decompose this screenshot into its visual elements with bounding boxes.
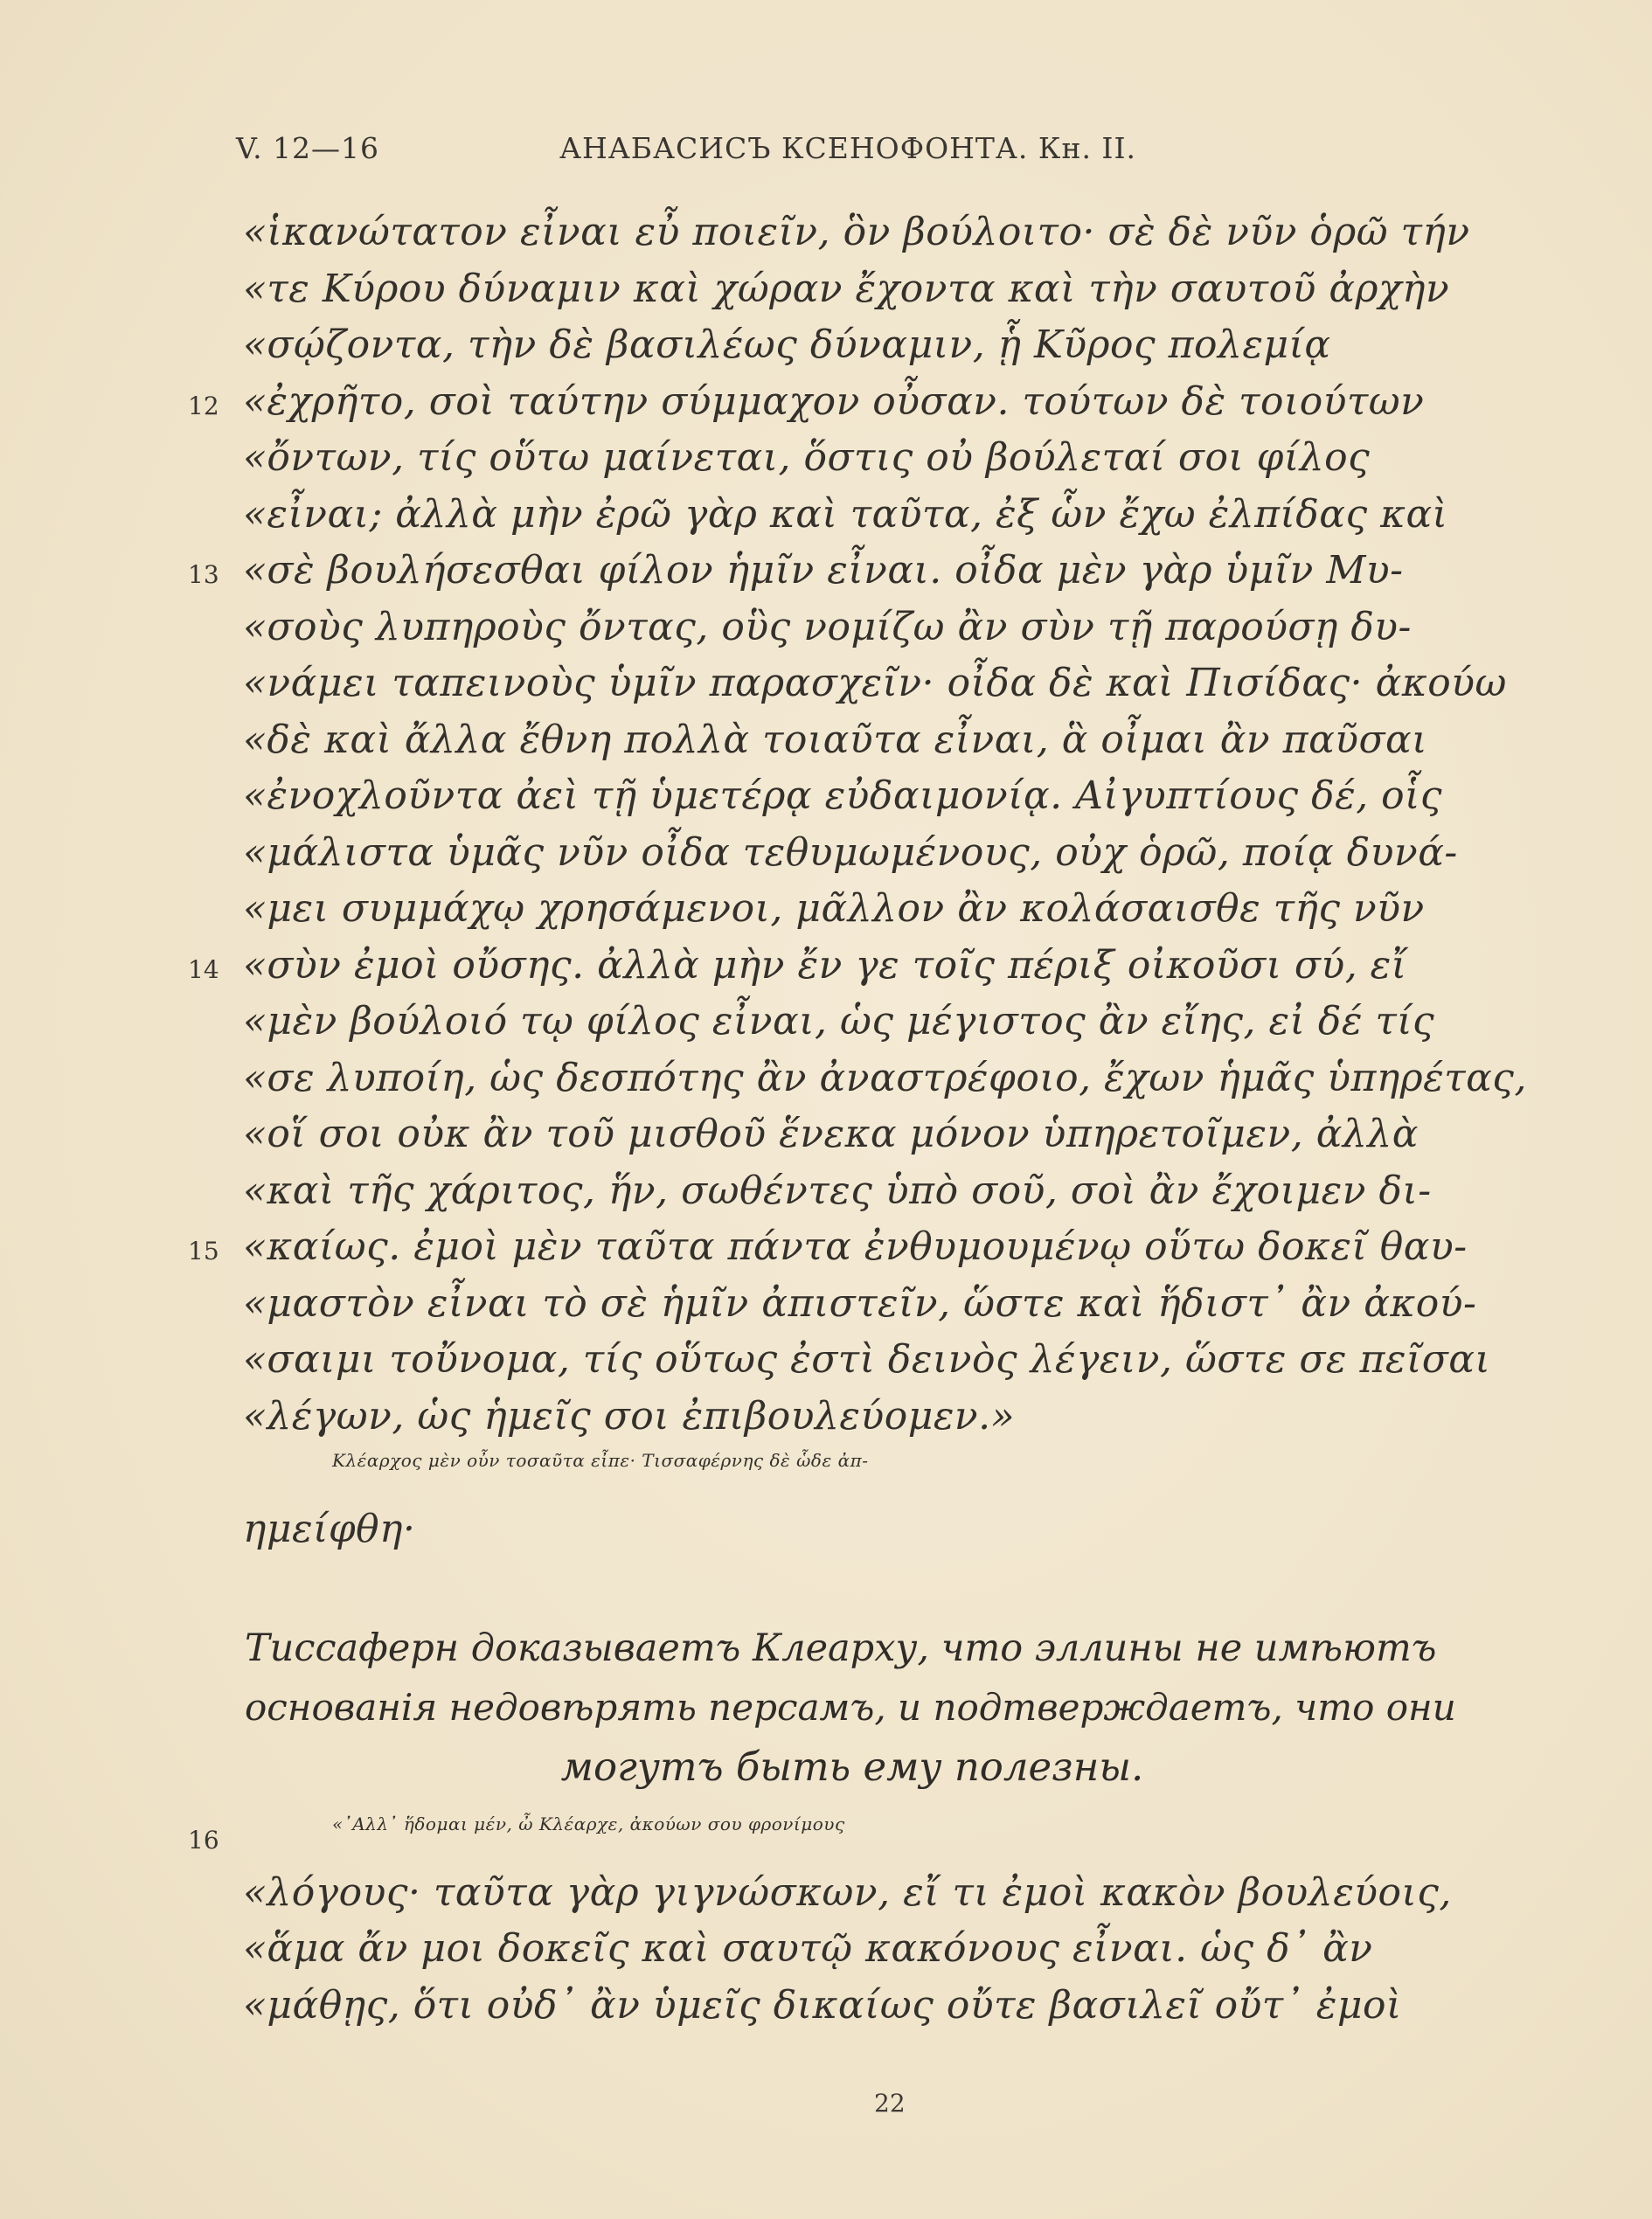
line-text: «σὺν ἐμοὶ οὔσης. ἀλλὰ μὴν ἔν γε τοῖς πέριξ οἰκοῦσι σύ, εἴ	[243, 942, 1407, 988]
summary-line: Тиссаферн доказываетъ Клеарху, что эллины не имѣютъ	[245, 1626, 1437, 1670]
line-text: «᾿Αλλ᾽ ἥδομαι μέν, ὦ Κλέαρχε, ἀκούων σου φρονίμους	[332, 1813, 845, 1834]
text-line	[0, 1870, 1652, 1931]
line-text: «καίως. ἐμοὶ μὲν ταῦτα πάντα ἐνθυμουμένῳ οὕτω δοκεῖ θαυ-	[243, 1224, 1468, 1269]
section-number: 16	[188, 1826, 219, 1855]
line-text: «δὲ καὶ ἄλλα ἔθνη πολλὰ τοιαῦτα εἶναι, ἃ οἶμαι ἂν παῦσαι	[243, 717, 1428, 762]
line-text: «τε Κύρου δύναμιν καὶ χώραν ἔχοντα καὶ τὴν σαυτοῦ ἀρχὴν	[243, 266, 1450, 311]
line-text: «σοὺς λυπηροὺς ὄντας, οὓς νομίζω ἂν σὺν τῇ παρούσῃ δυ-	[243, 604, 1412, 649]
line-text: «νάμει ταπεινοὺς ὑμῖν παρασχεῖν· οἶδα δὲ καὶ Πισίδας· ἀκούω	[243, 661, 1507, 705]
line-text: «λόγους· ταῦτα γὰρ γιγνώσκων, εἴ τι ἐμοὶ κακὸν βουλεύοις,	[243, 1869, 1452, 1915]
section-number: 15	[188, 1237, 219, 1266]
text-line	[0, 1926, 1652, 1987]
page-number: 22	[874, 2089, 906, 2118]
line-text: Κλέαρχος μὲν οὖν τοσαῦτα εἶπε· Τισσαφέρνης δὲ ὧδε ἀπ-	[332, 1450, 869, 1471]
summary-line: основанія недовѣрять персамъ, и подтверждаетъ, что они	[245, 1686, 1456, 1729]
line-text: «ἐχρῆτο, σοὶ ταύτην σύμμαχον οὖσαν. τούτων δὲ τοιούτων	[243, 378, 1425, 424]
summary-line: могутъ быть ему полезны.	[560, 1744, 1144, 1790]
chapter-reference: V. 12—16	[236, 131, 380, 165]
line-text: «ἱκανώτατον εἶναι εὖ ποιεῖν, ὃν βούλοιτο· σὲ δὲ νῦν ὁρῶ τήν	[243, 210, 1470, 254]
line-text: «λέγων, ὡς ἡμεῖς σοι ἐπιβουλεύομεν.»	[243, 1393, 1016, 1439]
section-number: 14	[188, 954, 219, 984]
line-text: «οἵ σοι οὐκ ἂν τοῦ μισθοῦ ἕνεκα μόνον ὑπηρετοῖμεν, ἀλλὰ	[243, 1112, 1419, 1156]
line-text: «σε λυποίη, ὡς δεσπότης ἂν ἀναστρέφοιο, ἔχων ἡμᾶς ὑπηρέτας,	[243, 1055, 1527, 1100]
text-line	[0, 1983, 1652, 2044]
line-text: «μάθῃς, ὅτι οὐδ᾽ ἂν ὑμεῖς δικαίως οὔτε βασιλεῖ οὔτ᾽ ἐμοὶ	[243, 1982, 1402, 2028]
line-text: «ἅμα ἄν μοι δοκεῖς καὶ σαυτῷ κακόνους εἶναι. ὡς δ᾽ ἂν	[243, 1926, 1373, 1971]
line-text: «μει συμμάχῳ χρησάμενοι, μᾶλλον ἂν κολάσαισθε τῆς νῦν	[243, 886, 1425, 931]
text-line	[0, 1813, 1652, 1875]
line-text: «σῴζοντα, τὴν δὲ βασιλέως δύναμιν, ᾗ Κῦρος πολεμίᾳ	[243, 322, 1331, 367]
section-number: 12	[188, 391, 219, 420]
section-number: 13	[188, 560, 219, 589]
line-text: «ὄντων, τίς οὕτω μαίνεται, ὅστις οὐ βούλεταί σοι φίλος	[243, 435, 1371, 480]
line-text: «ἐνοχλοῦντα ἀεὶ τῇ ὑμετέρᾳ εὐδαιμονίᾳ. Αἰγυπτίους δέ, οἷς	[243, 773, 1443, 818]
line-text: «μὲν βούλοιό τῳ φίλος εἶναι, ὡς μέγιστος ἂν εἴης, εἰ δέ τίς	[243, 999, 1435, 1044]
running-title: АНАБАСИСЪ КСЕНОФОНТА. Кн. II.	[559, 131, 1136, 165]
line-text: «εἶναι; ἀλλὰ μὴν ἐρῶ γὰρ καὶ ταῦτα, ἐξ ὧν ἔχω ἐλπίδας καὶ	[243, 491, 1448, 537]
line-text: «καὶ τῆς χάριτος, ἥν, σωθέντες ὑπὸ σοῦ, σοὶ ἂν ἔχοιμεν δι-	[243, 1168, 1432, 1213]
line-text: «σαιμι τοὔνομα, τίς οὕτως ἐστὶ δεινὸς λέγειν, ὥστε σε πεῖσαι	[243, 1337, 1491, 1382]
line-text: «μαστὸν εἶναι τὸ σὲ ἡμῖν ἀπιστεῖν, ὥστε καὶ ἥδιστ᾽ ἂν ἀκού-	[243, 1280, 1477, 1326]
line-text: ημείφθη·	[243, 1506, 416, 1551]
line-text: «σὲ βουλήσεσθαι φίλον ἡμῖν εἶναι. οἶδα μὲν γὰρ ὑμῖν Μυ-	[243, 548, 1404, 593]
line-text: «μάλιστα ὑμᾶς νῦν οἶδα τεθυμωμένους, οὐχ ὁρῶ, ποίᾳ δυνά-	[243, 829, 1458, 875]
